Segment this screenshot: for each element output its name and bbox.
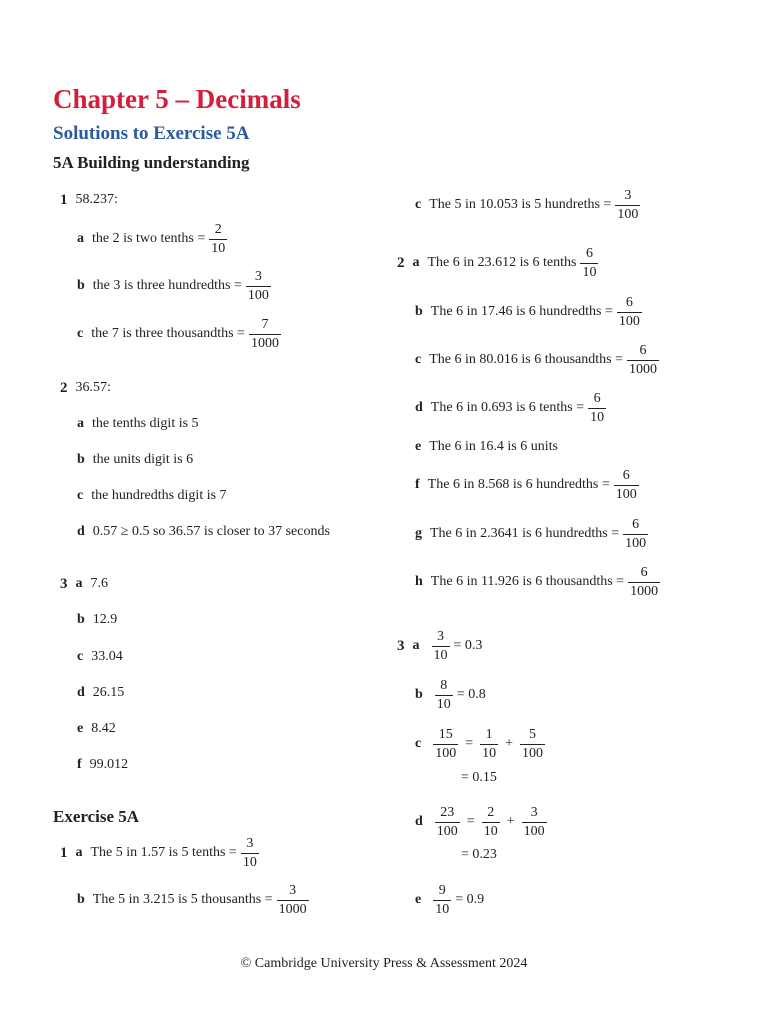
part-letter: h bbox=[415, 574, 423, 589]
part-letter: e bbox=[415, 892, 422, 907]
result: = 0.15 bbox=[461, 770, 497, 785]
ex-q3-b bbox=[415, 671, 486, 719]
part-text: the 2 is two tenths = bbox=[92, 231, 206, 246]
question-number: 1 bbox=[60, 844, 68, 861]
part-text: 0.57 ≥ 0.5 so 36.57 is closer to 37 seconds bbox=[92, 524, 330, 539]
bu-q1-c bbox=[77, 310, 285, 358]
fraction: $\frac{6}{100}$ bbox=[615, 467, 637, 502]
part-text: The 6 in 0.693 is 6 tenths = bbox=[430, 400, 585, 415]
exercise-heading: Exercise 5A bbox=[53, 807, 140, 826]
part-text: the 3 is three hundredths = bbox=[92, 278, 242, 293]
part-letter: b bbox=[77, 892, 85, 907]
solutions-title: Solutions to Exercise 5A bbox=[53, 123, 250, 144]
part-letter: c bbox=[77, 488, 84, 503]
bu-q3-f bbox=[77, 741, 128, 789]
fraction: $\frac{6}{10}$ bbox=[590, 390, 605, 425]
ex-q2-h bbox=[415, 558, 664, 606]
chapter-title: Chapter 5 – Decimals bbox=[53, 84, 301, 114]
part-text: The 6 in 80.016 is 6 thousandths = bbox=[429, 352, 623, 367]
part-text: The 5 in 3.215 is 5 thousanths = bbox=[92, 892, 273, 907]
fraction: $\frac{2}{10}$ bbox=[211, 221, 226, 256]
ex-q3-a bbox=[397, 622, 482, 670]
fraction: $\frac{3}{10}$ bbox=[433, 628, 448, 663]
part-letter: d bbox=[415, 400, 423, 415]
part-text: The 6 in 23.612 is 6 tenths bbox=[427, 255, 577, 270]
part-letter: d bbox=[415, 814, 423, 829]
question-text: 36.57: bbox=[75, 380, 111, 395]
part-text: 33.04 bbox=[91, 649, 123, 664]
part-letter: b bbox=[77, 452, 85, 467]
ex-q2-g bbox=[415, 510, 652, 558]
part-letter: a bbox=[75, 845, 83, 860]
bu-q2-d bbox=[77, 508, 330, 556]
question-text: 58.237: bbox=[75, 192, 118, 207]
fraction: $\frac{23}{100}$ bbox=[436, 804, 458, 839]
part-text: the 7 is three thousandths = bbox=[91, 326, 245, 341]
part-text: 8.42 bbox=[91, 721, 116, 736]
part-letter: b bbox=[77, 612, 85, 627]
fraction: $\frac{6}{1000}$ bbox=[629, 342, 657, 377]
part-text: the units digit is 6 bbox=[92, 452, 194, 467]
fraction: $\frac{5}{100}$ bbox=[522, 726, 544, 761]
part-text: 12.9 bbox=[92, 612, 118, 627]
part-text: 26.15 bbox=[92, 685, 125, 700]
fraction: $\frac{1}{10}$ bbox=[482, 726, 497, 761]
fraction: $\frac{8}{10}$ bbox=[436, 677, 451, 712]
part-text: the hundredths digit is 7 bbox=[91, 488, 227, 503]
fraction: $\frac{9}{10}$ bbox=[435, 882, 450, 917]
ex-q1-b bbox=[77, 876, 313, 924]
part-letter: a bbox=[77, 231, 84, 246]
fraction: $\frac{15}{100}$ bbox=[435, 726, 457, 761]
equals-sign: = bbox=[466, 814, 475, 829]
result: = 0.8 bbox=[456, 687, 486, 702]
fraction: $\frac{6}{1000}$ bbox=[630, 564, 659, 599]
fraction: $\frac{7}{1000}$ bbox=[250, 316, 279, 351]
ex-q2-c bbox=[415, 336, 663, 384]
part-text: 7.6 bbox=[90, 576, 108, 591]
bu-q1-b bbox=[77, 262, 275, 310]
part-text: The 6 in 8.568 is 6 hundredths = bbox=[427, 477, 610, 492]
question-number: 1 bbox=[60, 191, 68, 208]
part-letter: f bbox=[415, 477, 420, 492]
part-text: 99.012 bbox=[89, 757, 129, 772]
fraction: $\frac{6}{100}$ bbox=[625, 516, 647, 551]
part-letter: a bbox=[77, 416, 84, 431]
part-letter: a bbox=[412, 638, 420, 653]
ex-q1-a bbox=[60, 829, 263, 877]
ex-q3-e bbox=[415, 876, 484, 924]
fraction: $\frac{3}{10}$ bbox=[242, 835, 257, 870]
copyright-footer: © Cambridge University Press & Assessment 2024 bbox=[240, 956, 528, 971]
part-text: The 5 in 1.57 is 5 tenths = bbox=[90, 845, 237, 860]
part-letter: c bbox=[415, 736, 422, 751]
part-letter: f bbox=[77, 757, 82, 772]
part-letter: d bbox=[77, 524, 85, 539]
fraction: $\frac{6}{100}$ bbox=[618, 294, 640, 329]
ex-q3-d-result bbox=[461, 831, 497, 879]
plus-sign: + bbox=[505, 736, 514, 751]
part-letter: g bbox=[415, 526, 422, 541]
question-number: 3 bbox=[397, 637, 405, 654]
building-understanding-heading: 5A Building understanding bbox=[53, 153, 250, 172]
question-number: 2 bbox=[397, 254, 405, 271]
ex-q1-c bbox=[415, 181, 644, 229]
part-text: The 6 in 16.4 is 6 units bbox=[429, 439, 558, 454]
part-letter: b bbox=[77, 278, 85, 293]
part-letter: c bbox=[77, 326, 84, 341]
part-text: The 6 in 2.3641 is 6 hundredths = bbox=[430, 526, 620, 541]
result: = 0.9 bbox=[455, 892, 485, 907]
part-text: the tenths digit is 5 bbox=[92, 416, 199, 431]
fraction: $\frac{3}{100}$ bbox=[617, 187, 639, 222]
part-text: The 6 in 17.46 is 6 hundredths = bbox=[430, 304, 613, 319]
part-letter: c bbox=[415, 197, 422, 212]
bu-q1-a bbox=[77, 215, 231, 263]
result: = 0.23 bbox=[461, 847, 497, 862]
part-letter: b bbox=[415, 687, 423, 702]
ex-q3-c-result bbox=[461, 754, 497, 802]
part-letter: a bbox=[75, 576, 83, 591]
part-letter: e bbox=[77, 721, 84, 736]
question-number: 2 bbox=[60, 379, 68, 396]
part-letter: a bbox=[412, 255, 420, 270]
part-letter: c bbox=[415, 352, 422, 367]
part-letter: c bbox=[77, 649, 84, 664]
part-letter: e bbox=[415, 439, 422, 454]
plus-sign: + bbox=[506, 814, 515, 829]
ex-q2-f bbox=[415, 461, 643, 509]
question-number: 3 bbox=[60, 575, 68, 592]
ex-q2-a bbox=[397, 239, 602, 287]
part-letter: b bbox=[415, 304, 423, 319]
fraction: $\frac{3}{100}$ bbox=[247, 268, 269, 303]
fraction: $\frac{3}{100}$ bbox=[523, 804, 545, 839]
fraction: $\frac{2}{10}$ bbox=[483, 804, 498, 839]
ex-q2-b bbox=[415, 288, 646, 336]
part-text: The 6 in 11.926 is 6 thousandths = bbox=[430, 574, 625, 589]
fraction: $\frac{6}{10}$ bbox=[582, 245, 597, 280]
part-text: The 5 in 10.053 is 5 hundreths = bbox=[429, 197, 612, 212]
equals-sign: = bbox=[465, 736, 474, 751]
fraction: $\frac{3}{1000}$ bbox=[278, 882, 307, 917]
part-letter: d bbox=[77, 685, 85, 700]
result: = 0.3 bbox=[453, 638, 483, 653]
